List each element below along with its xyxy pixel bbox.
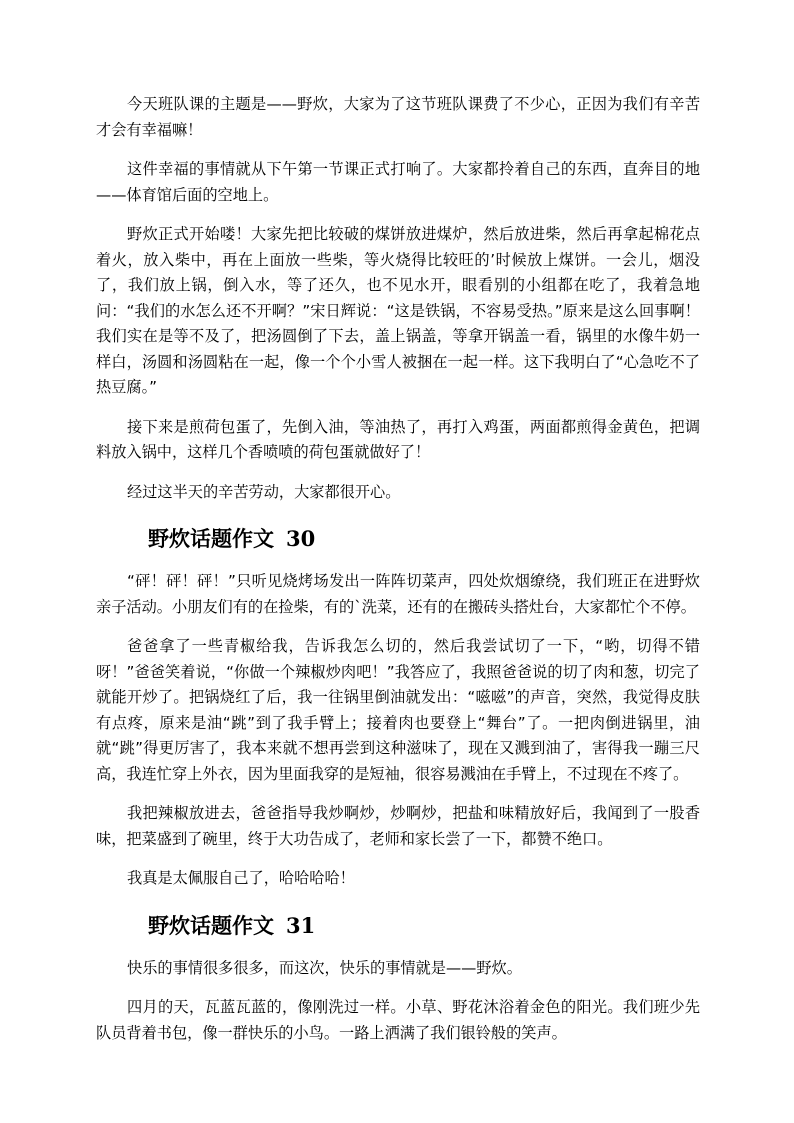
section-heading-title: 野炊话题作文 xyxy=(148,912,274,938)
section-heading-number: 31 xyxy=(286,912,316,938)
paragraph: 野炊正式开始喽！大家先把比较破的煤饼放进煤炉，然后放进柴，然后再拿起棉花点着火，放入柴中，再在上面放一些柴，等火烧得比较旺的’时候放上煤饼。一会儿，烟没了，我们放上锅，倒入水，等了还久，也不见水开，眼看别的小组都在吃了，我着急地问：“我们的水怎么还不开啊？”宋日辉说：“这是铁锅，不容易受热。”原来是这么回事啊！我们实在是等不及了，把汤圆倒了下去，盖上锅盖，等拿开锅盖一看，锅里的水像牛奶一样白，汤圆和汤圆粘在一起，像一个个小雪人被捆在一起一样。这下我明白了“心急吃不了热豆腐。” xyxy=(96,225,700,396)
section-heading-number: 30 xyxy=(286,526,316,551)
paragraph: 接下来是煎荷包蛋了，先倒入油，等油热了，再打入鸡蛋，两面都煎得金黄色，把调料放入锅中，这样几个香喷喷的荷包蛋就做好了！ xyxy=(96,417,700,461)
paragraph: “砰！砰！砰！”只听见烧烤场发出一阵阵切菜声，四处炊烟缭绕，我们班正在进野炊亲子活动。小朋友们有的在捡柴，有的`洗菜，还有的在搬砖头搭灶台，大家都忙个不停。 xyxy=(96,572,700,616)
paragraph: 今天班队课的主题是——野炊，大家为了这节班队课费了不少心，正因为我们有辛苦才会有幸福嘛！ xyxy=(96,95,700,139)
section-heading-30 xyxy=(148,525,700,553)
section-heading-title: 野炊话题作文 xyxy=(148,526,274,551)
paragraph: 这件幸福的事情就从下午第一节课正式打响了。大家都拎着自己的东西，直奔目的地——体育馆后面的空地上。 xyxy=(96,160,700,204)
paragraph: 经过这半天的辛苦劳动，大家都很开心。 xyxy=(127,482,401,501)
paragraph: 爸爸拿了一些青椒给我，告诉我怎么切的，然后我尝试切了一下，“哟，切得不错呀！”爸爸笑着说，“你做一个辣椒炒肉吧！”我答应了，我照爸爸说的切了肉和葱，切完了就能开炒了。把锅烧红了后，我一往锅里倒油就发出：“嗞嗞”的声音，突然，我觉得皮肤有点疼，原来是油“跳”到了我手臂上；接着肉也要登上“舞台”了。一把肉倒进锅里，油就“跳”得更厉害了，我本来就不想再尝到这种滋味了，现在又溅到油了，害得我一蹦三尺高，我连忙穿上外衣，因为里面我穿的是短袖，很容易溅油在手臂上，不过现在不疼了。 xyxy=(96,637,700,783)
article-body xyxy=(96,92,700,1060)
paragraph: 快乐的事情很多很多，而这次，快乐的事情就是——野炊。 xyxy=(127,958,522,977)
paragraph: 四月的天，瓦蓝瓦蓝的，像刚洗过一样。小草、野花沐浴着金色的阳光。我们班少先队员背着书包，像一群快乐的小鸟。一路上洒满了我们银铃般的笑声。 xyxy=(96,998,700,1042)
paragraph: 我把辣椒放进去，爸爸指导我炒啊炒，炒啊炒，把盐和味精放好后，我闻到了一股香味，把菜盛到了碗里，终于大功告成了，老师和家长尝了一下，都赞不绝口。 xyxy=(96,804,700,848)
section-heading-31 xyxy=(148,912,700,940)
paragraph: 我真是太佩服自己了，哈哈哈哈！ xyxy=(127,869,355,887)
